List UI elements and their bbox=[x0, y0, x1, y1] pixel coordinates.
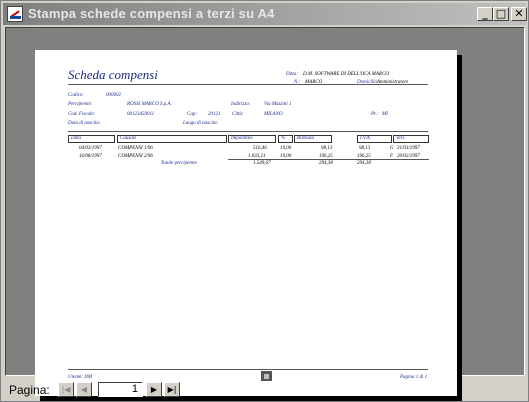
navigation-bar bbox=[3, 379, 527, 401]
row-causale: COMPENSI 2/96 bbox=[118, 154, 153, 159]
ditta-label: Ditta: bbox=[286, 72, 298, 77]
col-header-perc: % bbox=[278, 135, 293, 143]
codfiscale-value: 00123450011 bbox=[127, 112, 155, 117]
row-vers-flag: G bbox=[390, 146, 394, 151]
row-data: 04/03/1997 bbox=[79, 146, 102, 151]
cap-value: 20121 bbox=[208, 112, 221, 117]
percipiente-label: Percipiente: bbox=[68, 102, 93, 107]
codfiscale-label: Cod. Fiscale: bbox=[68, 112, 96, 117]
col-header-causale: Causale bbox=[117, 135, 227, 143]
total-imponibile: 1.549,67 bbox=[253, 161, 271, 166]
total-label: Totale percipiente bbox=[161, 161, 197, 166]
maximize-button[interactable] bbox=[493, 7, 509, 21]
col-header-data: Data bbox=[68, 135, 115, 143]
last-page-button[interactable] bbox=[164, 382, 180, 397]
pr-label: Pr.: bbox=[371, 112, 379, 117]
n-value: MARCO bbox=[305, 80, 323, 85]
codice-value: 000002 bbox=[106, 93, 121, 98]
row-vers: 20/02/1997 bbox=[397, 154, 420, 159]
minimize-icon: _ bbox=[482, 7, 488, 20]
footer-right: Pagina 1 di 1 bbox=[400, 375, 428, 380]
next-page-icon: ▶ bbox=[150, 385, 158, 394]
last-page-icon: ▶| bbox=[167, 385, 177, 394]
row-iva: 196,25 bbox=[357, 154, 371, 159]
info-divider bbox=[68, 131, 428, 132]
previous-page-icon: ◀ bbox=[80, 385, 88, 394]
first-page-button[interactable] bbox=[58, 382, 74, 397]
n-label: N.: bbox=[294, 80, 301, 85]
previous-page-button[interactable] bbox=[76, 382, 92, 397]
col-header-imponibile: Imponibile bbox=[228, 135, 276, 143]
datanascita-label: Data di nascita: bbox=[68, 121, 101, 126]
total-ritenuta: 294,38 bbox=[319, 161, 333, 166]
row-vers-flag: F bbox=[390, 154, 394, 159]
app-icon[interactable] bbox=[7, 6, 23, 22]
footer-left: Utente: DM bbox=[68, 375, 93, 380]
close-icon: ✕ bbox=[514, 7, 524, 20]
maximize-icon: □ bbox=[495, 7, 507, 20]
col-header-iva: I.V.A. bbox=[357, 135, 392, 143]
row-ritenuta: 196,25 bbox=[319, 154, 333, 159]
next-page-button[interactable] bbox=[146, 382, 162, 397]
indirizzo-value: Via Mazzini 1 bbox=[264, 102, 292, 107]
close-button[interactable] bbox=[511, 7, 527, 21]
row-data: 16/08/1997 bbox=[79, 154, 102, 159]
ditta-value: D.M. SOFTWARE DI DELL'OCA MARCO bbox=[303, 72, 389, 77]
window-title: Stampa schede compensi a terzi su A4 bbox=[28, 6, 275, 21]
indirizzo-label: Indirizzo: bbox=[231, 102, 251, 107]
domicilio-label: Domicilio: bbox=[357, 80, 379, 85]
row-perc: 19,00 bbox=[280, 154, 292, 159]
luogonascita-label: Luogo di nascita: bbox=[183, 121, 219, 126]
report-page bbox=[35, 50, 457, 396]
row-iva: 98,13 bbox=[359, 146, 371, 151]
minimize-button[interactable] bbox=[477, 7, 493, 21]
row-imponibile: 516,46 bbox=[253, 146, 267, 151]
citta-value: MILANO bbox=[264, 112, 283, 117]
row-causale: COMPENSI 1/96 bbox=[118, 146, 153, 151]
row-vers: 31/03/1997 bbox=[397, 146, 420, 151]
first-page-icon: |◀ bbox=[61, 385, 71, 394]
col-header-vers: Vers bbox=[393, 135, 429, 143]
report-viewer[interactable] bbox=[5, 27, 525, 380]
citta-label: Città: bbox=[232, 112, 244, 117]
row-imponibile: 1.033,21 bbox=[248, 154, 266, 159]
page-number-input[interactable]: 1 bbox=[98, 382, 143, 397]
col-header-ritenuta: Ritenuta bbox=[294, 135, 332, 143]
row-ritenuta: 98,13 bbox=[321, 146, 333, 151]
domicilio-value: Amministratore bbox=[377, 80, 409, 85]
percipiente-value: ROSSI MARCO S.p.A. bbox=[127, 102, 172, 107]
pagina-label: Pagina: bbox=[9, 383, 50, 397]
footer-divider bbox=[68, 369, 428, 370]
pr-value: MI bbox=[382, 112, 388, 117]
report-heading: Scheda compensi bbox=[68, 67, 158, 82]
codice-label: Codice: bbox=[68, 93, 84, 98]
row-perc: 19,00 bbox=[280, 146, 292, 151]
title-bar[interactable] bbox=[3, 3, 526, 25]
cap-label: Cap: bbox=[187, 112, 197, 117]
total-iva: 294,38 bbox=[357, 161, 371, 166]
total-divider bbox=[228, 159, 429, 160]
